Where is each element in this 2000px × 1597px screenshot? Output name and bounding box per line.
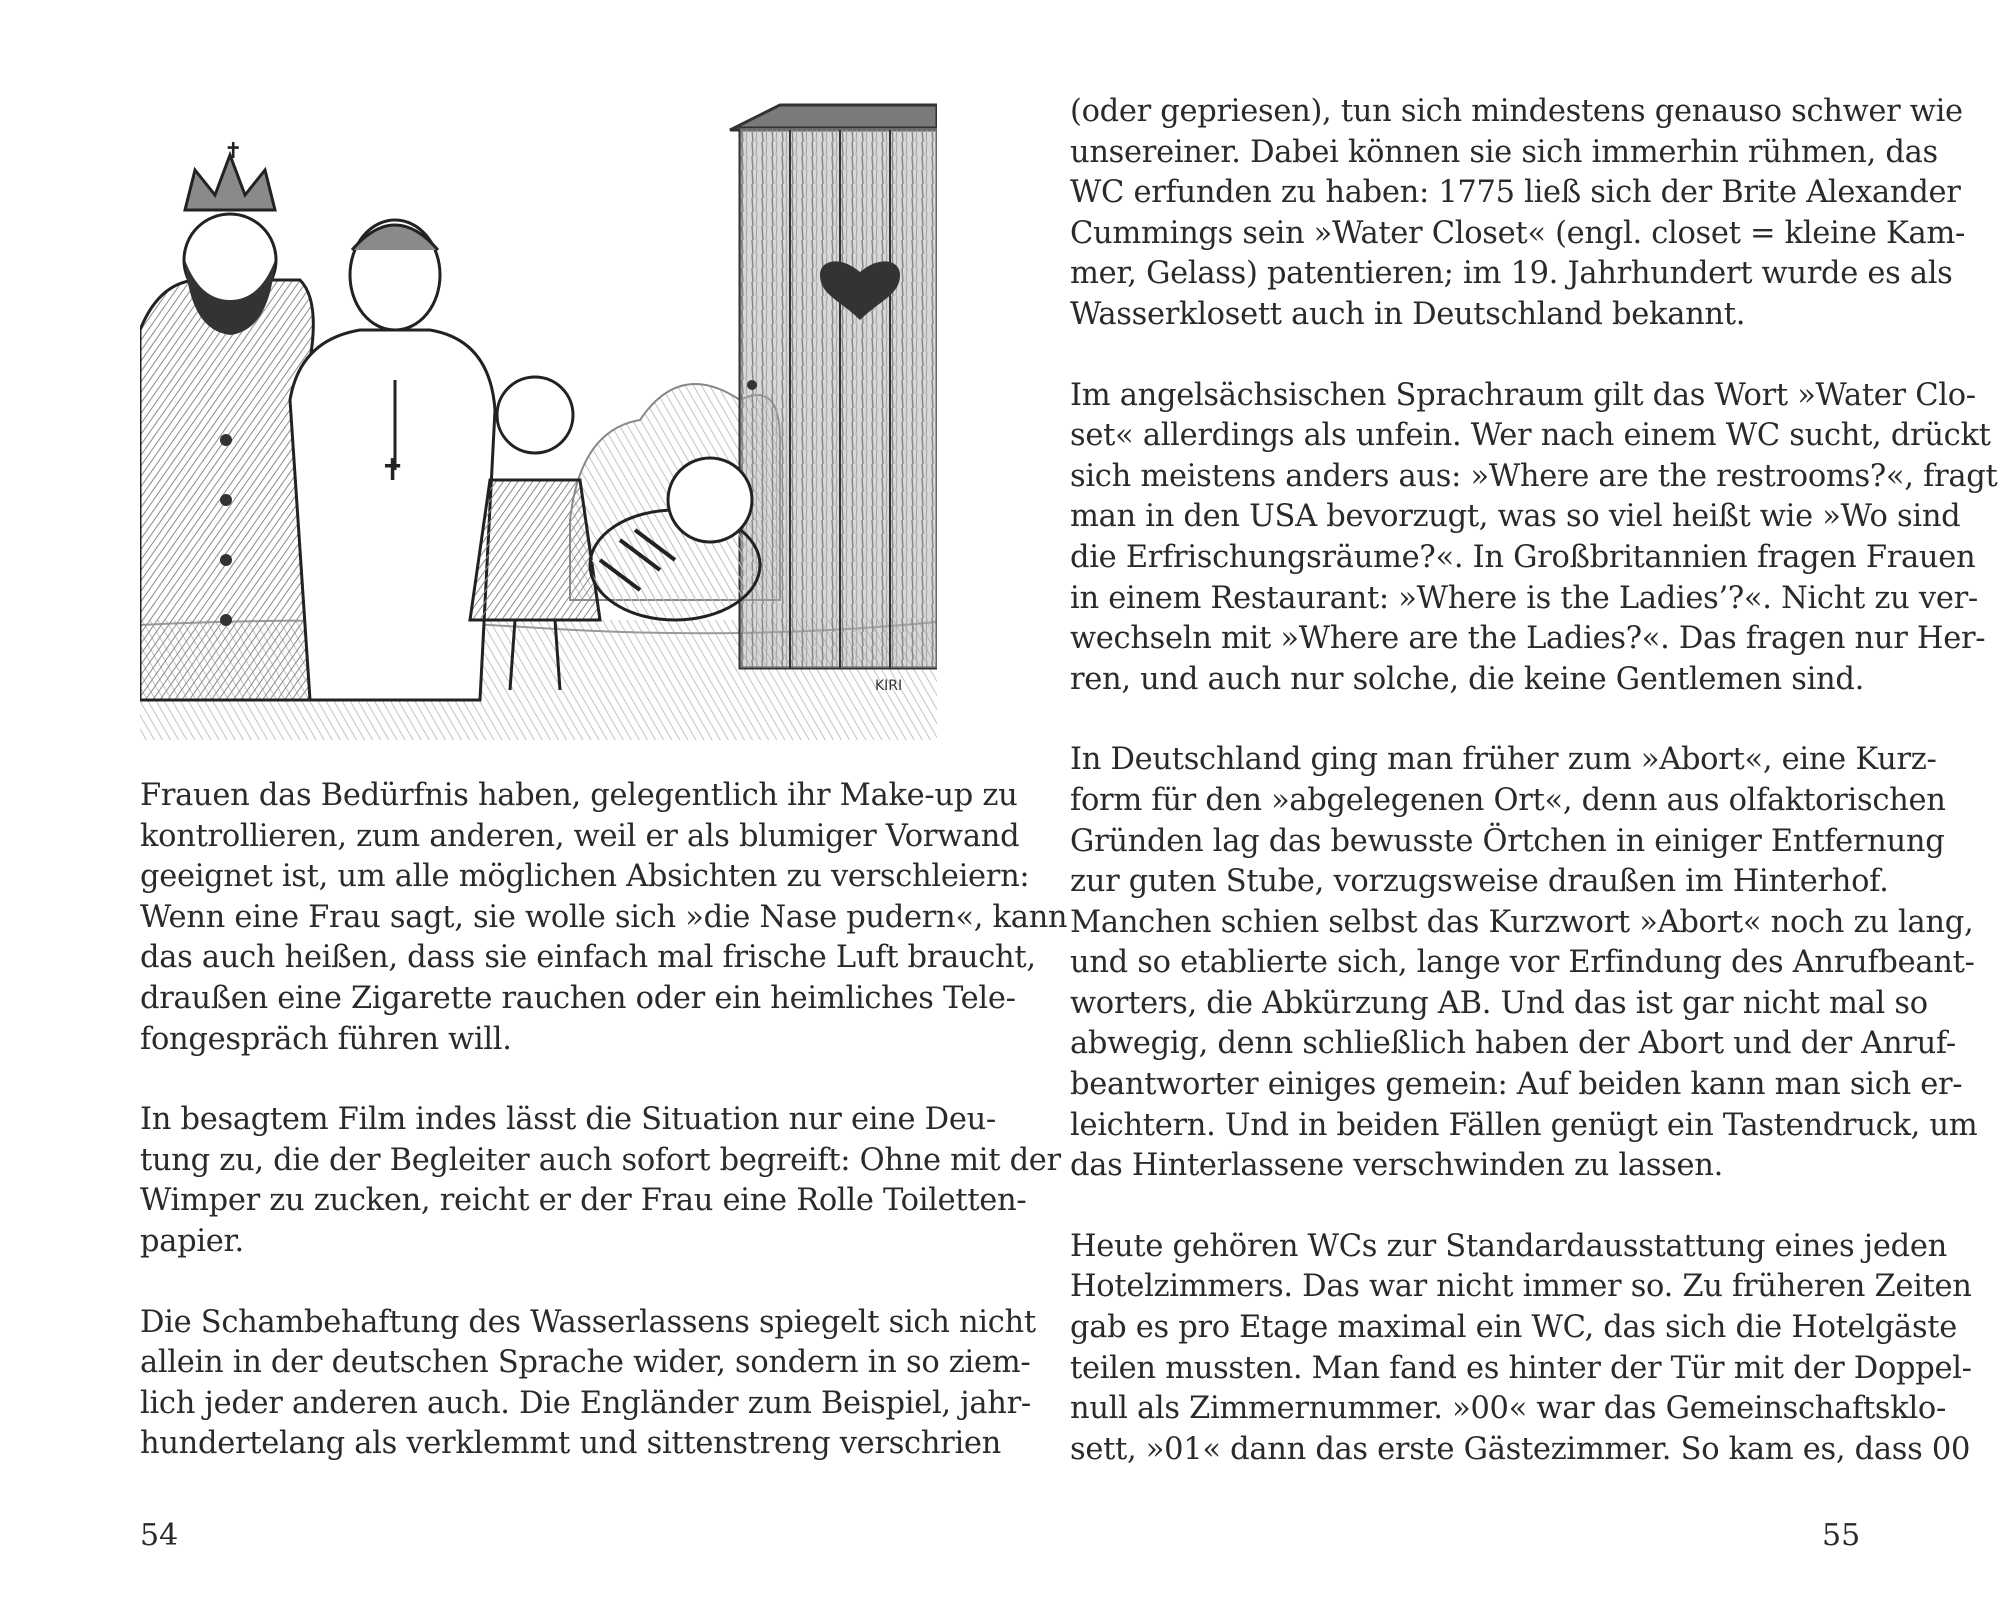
text-line: tung zu, die der Begleiter auch sofort begreift: Ohne mit der [140, 1142, 1061, 1178]
text-line: leichtern. Und in beiden Fällen genügt ein Tastendruck, um [1070, 1107, 1978, 1143]
text-line: set« allerdings als unfein. Wer nach einem WC sucht, drückt [1070, 418, 1991, 454]
text-line: Die Schambehaftung des Wasserlassens spiegelt sich nicht [140, 1304, 1036, 1340]
text-line: abwegig, denn schließlich haben der Abort und der Anruf- [1070, 1026, 1956, 1062]
text-line: Im angelsächsischen Sprachraum gilt das Wort »Water Clo- [1070, 377, 1976, 413]
paragraph [140, 1100, 1061, 1262]
text-line: mer, Gelass) patentieren; im 19. Jahrhundert wurde es als [1070, 256, 1953, 292]
text-line: Wenn eine Frau sagt, sie wolle sich »die Nase pudern«, kann [140, 899, 1068, 935]
text-line: draußen eine Zigarette rauchen oder ein heimliches Tele- [140, 980, 1016, 1016]
text-line: sett, »01« dann das erste Gästezimmer. So kam es, dass 00 [1070, 1431, 1971, 1467]
text-line: Hotelzimmers. Das war nicht immer so. Zu früheren Zeiten [1070, 1269, 1972, 1305]
text-line: in einem Restaurant: »Where is the Ladies’?«. Nicht zu ver- [1070, 580, 1978, 616]
paragraph [1070, 376, 1998, 701]
text-line: geeignet ist, um alle möglichen Absichten zu verschleiern: [140, 859, 1030, 895]
text-line: lich jeder anderen auch. Die Engländer zum Beispiel, jahr- [140, 1385, 1031, 1421]
text-line: In Deutschland ging man früher zum »Abort«, eine Kurz- [1070, 742, 1937, 778]
text-line: (oder gepriesen), tun sich mindestens genauso schwer wie [1070, 94, 1963, 129]
text-line: form für den »abgelegenen Ort«, denn aus olfaktorischen [1070, 782, 1946, 818]
pope-figure [290, 220, 495, 700]
text-line: hundertelang als verklemmt und sittenstreng verschrien [140, 1426, 1002, 1462]
text-line: Wimper zu zucken, reicht er der Frau eine Rolle Toiletten- [140, 1183, 1027, 1219]
illustration [140, 100, 937, 740]
text-line: worters, die Abkürzung AB. Und das ist gar nicht mal so [1070, 985, 1928, 1021]
text-line: In besagtem Film indes lässt die Situation nur eine Deu- [140, 1102, 996, 1138]
text-line: WC erfunden zu haben: 1775 ließ sich der Brite Alexander [1070, 175, 1961, 211]
page-number: 54 [140, 1518, 179, 1553]
text-line: papier. [140, 1223, 244, 1259]
text-line: unsereiner. Dabei können sie sich immerhin rühmen, das [1070, 134, 1938, 170]
paragraph [1070, 92, 1965, 336]
right-body-text [1070, 92, 1998, 1510]
text-line: ren, und auch nur solche, die keine Gentlemen sind. [1070, 661, 1865, 697]
text-line: Cummings sein »Water Closet« (engl. closet = kleine Kam- [1070, 215, 1965, 251]
right-page [1000, 0, 2000, 1597]
text-line: Manchen schien selbst das Kurzwort »Abort« noch zu lang, [1070, 904, 1974, 940]
text-line: fongespräch führen will. [140, 1021, 512, 1057]
text-line: Frauen das Bedürfnis haben, gelegentlich ihr Make-up zu [140, 778, 1018, 813]
paragraph [140, 1303, 1036, 1465]
text-line: zur guten Stube, vorzugsweise draußen im Hinterhof. [1070, 864, 1889, 900]
text-line: gab es pro Etage maximal ein WC, das sich die Hotelgäste [1070, 1310, 1958, 1346]
text-line: man in den USA bevorzugt, was so viel heißt wie »Wo sind [1070, 499, 1961, 535]
text-line: Heute gehören WCs zur Standardausstattung eines jeden [1070, 1228, 1947, 1264]
text-line: beantworter einiges gemein: Auf beiden kann man sich er- [1070, 1067, 1963, 1103]
paragraph [1070, 740, 1978, 1187]
text-line: allein in der deutschen Sprache wider, sondern in so ziem- [140, 1345, 1031, 1381]
text-line: die Erfrischungsräume?«. In Großbritannien fragen Frauen [1070, 539, 1976, 575]
paragraph [140, 776, 1068, 1060]
text-line: teilen mussten. Man fand es hinter der Tür mit der Doppel- [1070, 1350, 1972, 1386]
text-line: das Hinterlassene verschwinden zu lassen. [1070, 1148, 1724, 1184]
svg-text:✝: ✝ [380, 453, 406, 488]
text-line: Wasserklosett auch in Deutschland bekannt. [1070, 296, 1746, 332]
text-line: das auch heißen, dass sie einfach mal frische Luft braucht, [140, 940, 1036, 976]
text-line: wechseln mit »Where are the Ladies?«. Das fragen nur Her- [1070, 621, 1986, 657]
text-line: und so etablierte sich, lange vor Erfindung des Anrufbeant- [1070, 945, 1975, 981]
outhouse [730, 105, 937, 668]
page-number: 55 [1822, 1518, 1861, 1553]
paragraph [1070, 1227, 1972, 1471]
illustration-signature: KIRI [875, 678, 903, 694]
text-line: Gründen lag das bewusste Örtchen in einiger Entfernung [1070, 823, 1945, 859]
text-line: null als Zimmernummer. »00« war das Gemeinschaftsklo- [1070, 1391, 1946, 1427]
text-line: kontrollieren, zum anderen, weil er als blumiger Vorwand [140, 818, 1020, 854]
text-line: sich meistens anders aus: »Where are the restrooms?«, fragt [1070, 458, 1998, 494]
left-body-text [140, 776, 1068, 1505]
svg-text:✝: ✝ [224, 139, 243, 164]
